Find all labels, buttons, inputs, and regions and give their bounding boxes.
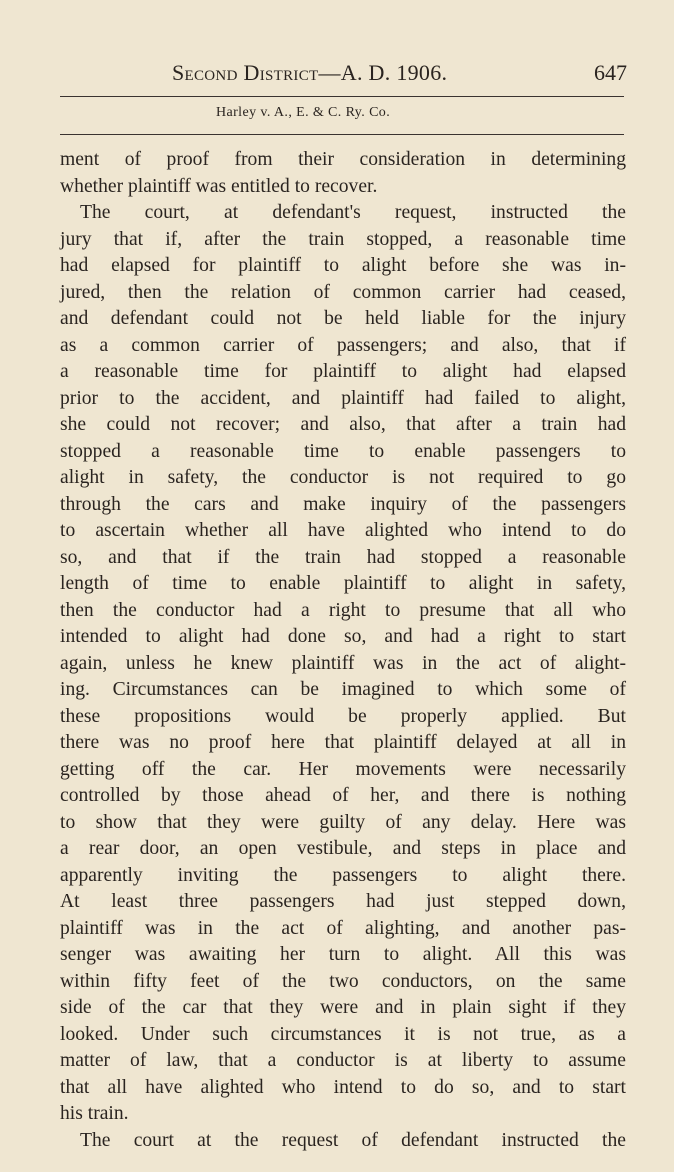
text-line xyxy=(60,598,626,625)
text-line xyxy=(60,439,626,466)
text-line xyxy=(60,757,626,784)
text-line xyxy=(60,174,626,201)
text-line-content: ment of proof from their consideration in determining xyxy=(60,149,626,170)
running-title: Second District—A. D. 1906. xyxy=(172,60,448,85)
text-line xyxy=(60,571,626,598)
text-line xyxy=(60,306,626,333)
text-line xyxy=(60,704,626,731)
text-line xyxy=(60,1101,626,1128)
text-line-content: controlled by those ahead of her, and there is nothing xyxy=(60,785,626,806)
text-line-content: his train. xyxy=(60,1103,129,1124)
text-line-content: whether plaintiff was entitled to recover. xyxy=(60,175,378,197)
text-line-content: length of time to enable plaintiff to alight in safety, xyxy=(60,573,626,594)
text-line-content: and defendant could not be held liable for the injury xyxy=(60,308,626,329)
text-line-content: through the cars and make inquiry of the passengers xyxy=(60,493,626,515)
text-line xyxy=(60,545,626,572)
text-line xyxy=(60,836,626,863)
text-line-content: The court at the request of defendant instructed the xyxy=(80,1129,626,1151)
text-line xyxy=(60,624,626,651)
text-line xyxy=(60,227,626,254)
text-line xyxy=(60,253,626,280)
text-line-content: stopped a reasonable time to enable passengers to xyxy=(60,440,626,462)
text-line-content: a reasonable time for plaintiff to alight had elapsed xyxy=(60,361,626,382)
text-line-content: side of the car that they were and in plain sight if they xyxy=(60,997,626,1018)
text-line-content: jury that if, after the train stopped, a reasonable time xyxy=(60,228,626,250)
text-line xyxy=(60,889,626,916)
text-line xyxy=(60,783,626,810)
body-text xyxy=(60,147,626,1154)
text-line xyxy=(60,333,626,360)
text-line-content: At least three passengers had just stepped down, xyxy=(60,891,626,912)
text-line xyxy=(60,359,626,386)
page-number: 647 xyxy=(594,60,627,85)
text-line-content: that all have alighted who intend to do so, and to start xyxy=(60,1076,626,1098)
text-line-content: a rear door, an open vestibule, and steps in place and xyxy=(60,838,626,859)
text-line-content: then the conductor had a right to presume that all who xyxy=(60,599,626,621)
text-line-content: these propositions would be properly applied. But xyxy=(60,705,626,727)
text-line-content: within fifty feet of the two conductors, on the same xyxy=(60,970,626,992)
text-line-content: she could not recover; and also, that after a train had xyxy=(60,414,626,435)
text-line xyxy=(60,492,626,519)
text-line xyxy=(60,280,626,307)
text-line-content: to ascertain whether all have alighted who intend to do xyxy=(60,520,626,541)
text-line xyxy=(60,916,626,943)
text-line xyxy=(60,412,626,439)
text-line xyxy=(60,147,626,174)
text-line xyxy=(60,1048,626,1075)
text-line xyxy=(60,969,626,996)
text-line xyxy=(60,810,626,837)
text-line-content: senger was awaiting her turn to alight. All this was xyxy=(60,944,626,965)
case-name-rule xyxy=(60,134,624,135)
text-line xyxy=(60,995,626,1022)
text-line-content: ing. Circumstances can be imagined to which some of xyxy=(60,679,626,700)
case-name: Harley v. A., E. & C. Ry. Co. xyxy=(216,105,391,120)
text-line-content: alight in safety, the conductor is not required to go xyxy=(60,467,626,488)
header-rule xyxy=(60,96,624,97)
text-line xyxy=(60,1128,626,1155)
text-line xyxy=(60,730,626,757)
text-line-content: there was no proof here that plaintiff delayed at all in xyxy=(60,732,626,753)
text-line-content: as a common carrier of passengers; and also, that if xyxy=(60,334,626,356)
text-line-content: again, unless he knew plaintiff was in the act of alight- xyxy=(60,652,626,674)
text-line-content: apparently inviting the passengers to alight there. xyxy=(60,864,626,886)
text-line-content: jured, then the relation of common carrier had ceased, xyxy=(60,281,626,303)
text-line-content: prior to the accident, and plaintiff had failed to alight, xyxy=(60,387,626,409)
text-line xyxy=(60,863,626,890)
text-line-content: matter of law, that a conductor is at liberty to assume xyxy=(60,1050,626,1071)
text-line xyxy=(60,677,626,704)
text-line xyxy=(60,1022,626,1049)
text-line xyxy=(60,651,626,678)
text-line-content: intended to alight had done so, and had a right to start xyxy=(60,626,626,647)
text-line xyxy=(60,386,626,413)
text-line xyxy=(60,465,626,492)
text-line xyxy=(60,518,626,545)
text-line-content: so, and that if the train had stopped a reasonable xyxy=(60,546,626,568)
text-line-content: looked. Under such circumstances it is not true, as a xyxy=(60,1023,626,1045)
text-line xyxy=(60,1075,626,1102)
text-line-content: getting off the car. Her movements were necessarily xyxy=(60,758,626,780)
text-line xyxy=(60,200,626,227)
text-line-content: The court, at defendant's request, instructed the xyxy=(80,202,626,223)
text-line-content: had elapsed for plaintiff to alight before she was in- xyxy=(60,255,626,276)
running-head xyxy=(172,60,627,92)
text-line-content: plaintiff was in the act of alighting, and another pas- xyxy=(60,917,626,939)
text-line-content: to show that they were guilty of any delay. Here was xyxy=(60,811,626,833)
text-line xyxy=(60,942,626,969)
